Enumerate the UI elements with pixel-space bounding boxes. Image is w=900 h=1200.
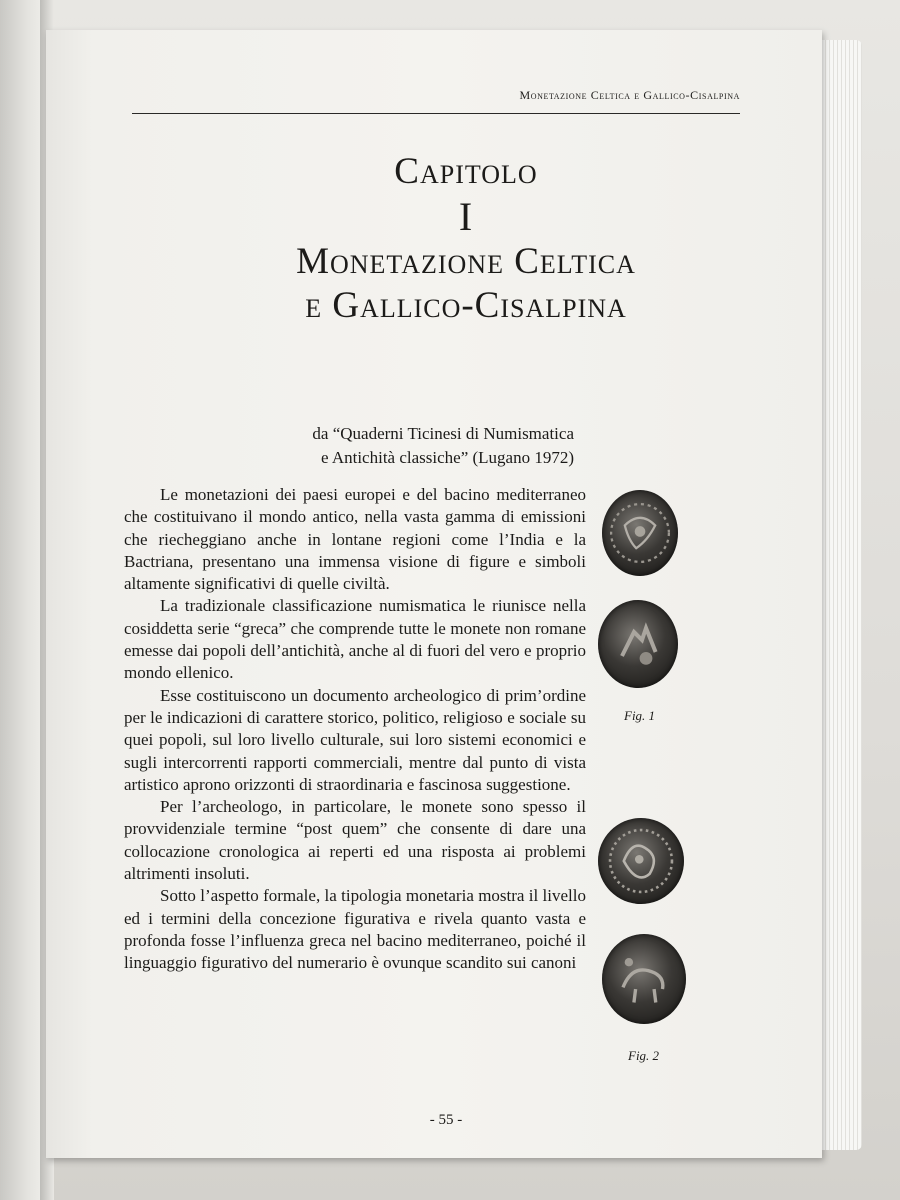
- body-text: [124, 484, 586, 975]
- coin-relief-1: [602, 490, 678, 576]
- chapter-title-line-1: Monetazione Celtica: [296, 241, 636, 282]
- book-page: [46, 30, 822, 1158]
- figure-1-caption: Fig. 1: [624, 708, 656, 723]
- coin-image-3: [598, 818, 684, 904]
- header-rule: [132, 113, 740, 114]
- paragraph: Per l’archeologo, in particolare, le monete sono spesso il provvidenziale termine “post quem” che consente di dare una collocazione cronologica ai reperti ed una risposta ai problemi altrimenti insoluti.: [124, 797, 586, 884]
- citation-line-2: e Antichità classiche” (Lugano 1972): [320, 448, 574, 467]
- coin-relief-2: [598, 600, 678, 688]
- coin-image-4: [602, 934, 686, 1024]
- paragraph: Le monetazioni dei paesi europei e del bacino mediterraneo che costituivano il mondo antico, nella vasta gamma di emissioni che riecheggiano anche in lontane regioni come l’India e la Bactriana, presentano una immensa visione di figure e simboli altamente significativi di quelle civiltà.: [124, 485, 586, 594]
- chapter-title-line-2: e Gallico-Cisalpina: [305, 285, 627, 326]
- citation-line-1: da “Quaderni Ticinesi di Numismatica: [312, 424, 574, 443]
- source-citation: [246, 422, 574, 470]
- chapter-title: [206, 150, 726, 328]
- running-head: Monetazione Celtica e Gallico-Cisalpina: [519, 88, 740, 102]
- coin-relief-4: [602, 934, 686, 1024]
- figure-2-caption: Fig. 2: [628, 1048, 660, 1063]
- coin-image-2: [598, 600, 678, 688]
- chapter-label: Capitolo: [394, 151, 538, 192]
- chapter-numeral: I: [458, 194, 474, 239]
- coin-relief-3: [598, 818, 684, 904]
- paragraph: La tradizionale classificazione numismatica le riunisce nella cosiddetta serie “greca” che comprende tutte le monete non romane emesse dai popoli dell’antichità, anche al di fuori del vero e proprio mondo ellenico.: [124, 596, 586, 683]
- page-number: - 55 -: [429, 1112, 463, 1128]
- paragraph: Sotto l’aspetto formale, la tipologia monetaria mostra il livello ed i termini della concezione figurativa e rivela quanto vasta e profonda fosse l’influenza greca nel bacino mediterraneo, poiché il linguaggio figurativo del numerario è ovunque scandito sui canoni: [124, 886, 586, 973]
- paragraph: Esse costituiscono un documento archeologico di prim’ordine per le indicazioni di carattere storico, politico, religioso e sociale su quei popoli, sul loro livello culturale, sui loro sistemi economici e sugli intercorrenti rapporti commerciali, mentre dal punto di vista artistico aprono orizzonti di straordinaria e fascinosa suggestione.: [124, 685, 586, 794]
- coin-image-1: [602, 490, 678, 576]
